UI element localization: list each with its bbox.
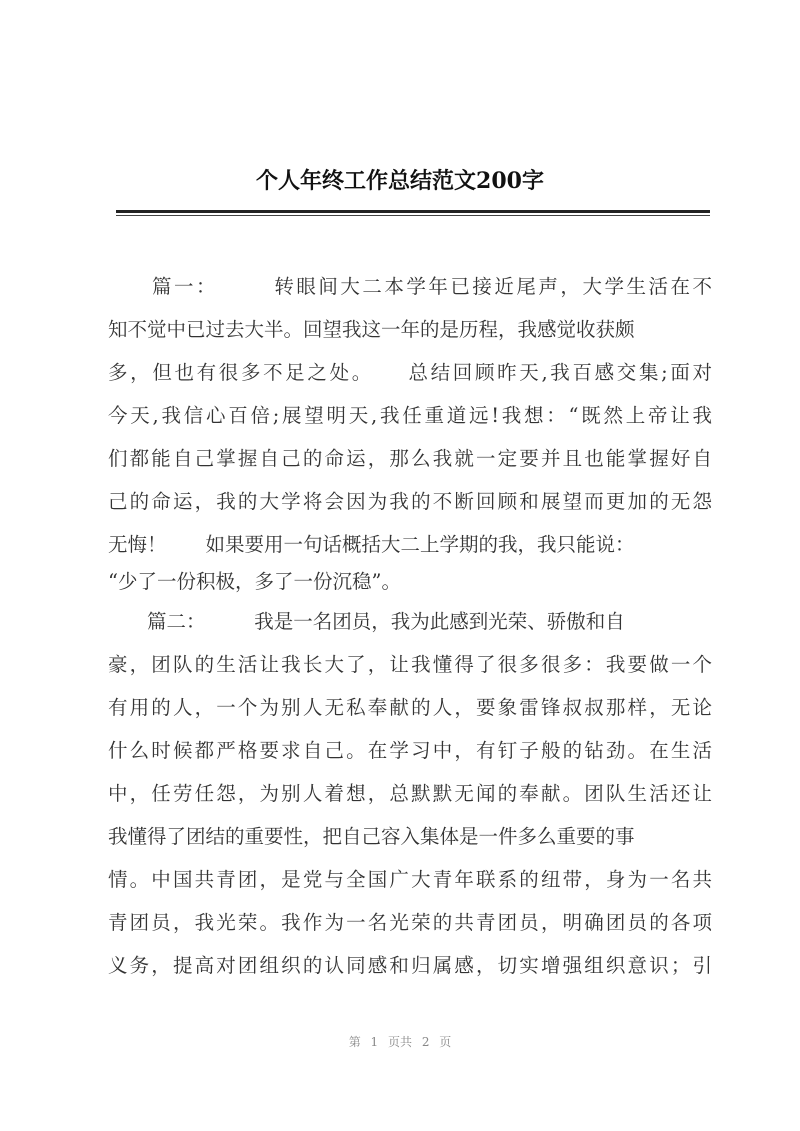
title-rule <box>116 210 710 213</box>
title-rule-thin <box>116 215 710 216</box>
body-line: 篇一： 转眼间大二本学年已接近尾声，大学生活在不 <box>108 275 712 298</box>
body-line: 多，但也有很多不足之处。 总结回顾昨天,我百感交集;面对 <box>108 361 712 384</box>
body-line: 己的命运，我的大学将会因为我的不断回顾和展望而更加的无怨 <box>108 490 712 513</box>
body-line: 情。中国共青团，是党与全国广大青年联系的纽带，身为一名共 <box>108 868 712 891</box>
body-line: 中，任劳任怨，为别人着想，总默默无闻的奉献。团队生活还让 <box>108 782 712 805</box>
document-title: 个人年终工作总结范文200字 <box>256 168 544 194</box>
body-line: 们都能自己掌握自己的命运，那么我就一定要并且也能掌握好自 <box>108 447 712 470</box>
page-footer: 第 1 页共 2 页 <box>348 1035 452 1049</box>
body-line: 今天,我信心百倍;展望明天,我任重道远!我想：“既然上帝让我 <box>108 404 712 427</box>
body-line: 义务，提高对团组织的认同感和归属感，切实增强组织意识；引 <box>108 954 712 977</box>
body-line: 豪，团队的生活让我长大了，让我懂得了很多很多：我要做一个 <box>108 653 712 676</box>
body-line: 青团员，我光荣。我作为一名光荣的共青团员，明确团员的各项 <box>108 911 712 934</box>
body-line: 什么时候都严格要求自己。在学习中，有钉子般的钻劲。在生活 <box>108 739 712 762</box>
body-line: 篇二： 我是一名团员，我为此感到光荣、骄傲和自 <box>108 610 625 633</box>
body-line: “少了一份积极，多了一份沉稳”。 <box>108 570 401 593</box>
body-line: 无悔！ 如果要用一句话概括大二上学期的我，我只能说： <box>108 533 635 556</box>
body-line: 我懂得了团结的重要性，把自己容入集体是一件多么重要的事 <box>108 825 635 848</box>
body-line: 有用的人，一个为别人无私奉献的人，要象雷锋叔叔那样，无论 <box>108 696 712 719</box>
body-line: 知不觉中已过去大半。回望我这一年的是历程，我感觉收获颇 <box>108 318 635 341</box>
